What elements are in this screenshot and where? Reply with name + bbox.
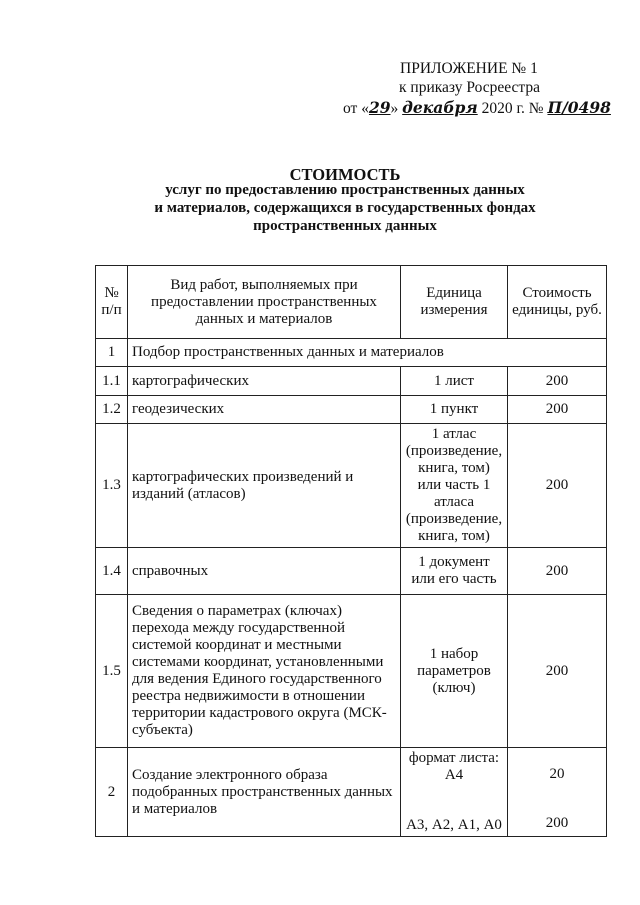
row-work: справочных (128, 548, 401, 595)
date-prefix: от « (343, 100, 369, 117)
table-row (96, 595, 607, 748)
row-unit-cell (401, 748, 508, 837)
cost-a3-a0: 200 (545, 815, 569, 831)
subtitle-line-3: пространственных данных (253, 218, 437, 234)
handwritten-month: декабря (402, 98, 478, 117)
row-cost: 200 (508, 396, 607, 424)
section-label: Подбор пространственных данных и материалов (128, 339, 607, 367)
header-cost: Стоимость единицы, руб. (508, 266, 607, 339)
row-work: картографических произведений и изданий (атласов) (128, 424, 401, 548)
unit-a3-a0: А3, А2, А1, А0 (406, 817, 502, 833)
row-work: картографических (128, 367, 401, 396)
row-work: геодезических (128, 396, 401, 424)
date-mid: » (390, 100, 399, 117)
row-num: 1.3 (96, 424, 128, 548)
document-subtitle (120, 181, 570, 235)
table-row-electronic-copy (96, 748, 607, 837)
handwritten-order-number: П/0498 (547, 98, 611, 117)
order-reference: к приказу Росреестра (399, 79, 540, 96)
row-num: 1.4 (96, 548, 128, 595)
table-header-row (96, 266, 607, 339)
row-num: 1.5 (96, 595, 128, 748)
row-num: 2 (96, 748, 128, 837)
subtitle-line-2: и материалов, содержащихся в государственных фондах (154, 200, 536, 216)
header-unit: Единица измерения (401, 266, 508, 339)
table-row (96, 548, 607, 595)
table-row (96, 396, 607, 424)
price-table (95, 265, 607, 837)
row-num: 1.2 (96, 396, 128, 424)
header-num: № п/п (96, 266, 128, 339)
row-cost: 200 (508, 595, 607, 748)
row-unit: 1 атлас (произведение, книга, том) или часть 1 атласа (произведение, книга, том) (401, 424, 508, 548)
cost-a4: 20 (549, 766, 565, 782)
unit-a4: формат листа: А4 (408, 750, 500, 783)
appendix-title: ПРИЛОЖЕНИЕ № 1 (400, 60, 538, 77)
section-row (96, 339, 607, 367)
handwritten-day: 29 (368, 98, 391, 117)
row-cost: 200 (508, 367, 607, 396)
document-title: СТОИМОСТЬ (289, 165, 401, 184)
subtitle-line-1: услуг по предоставлению пространственных данных (165, 182, 525, 198)
row-unit: 1 лист (401, 367, 508, 396)
header-work: Вид работ, выполняемых при предоставлении пространственных данных и материалов (128, 266, 401, 339)
row-unit: 1 набор параметров (ключ) (401, 595, 508, 748)
row-cost-cell (508, 748, 607, 837)
row-unit: 1 пункт (401, 396, 508, 424)
row-cost: 200 (508, 424, 607, 548)
table-row (96, 367, 607, 396)
row-num: 1.1 (96, 367, 128, 396)
row-work: Создание электронного образа подобранных пространственных данных и материалов (128, 748, 401, 837)
year-text: 2020 г. № (481, 100, 544, 117)
row-unit: 1 документ или его часть (401, 548, 508, 595)
row-work: Сведения о параметрах (ключах) перехода между государственной системой координат и местными системами координат, установленными для ведения Единого государственного реестра недвижимости в отношении территории кадастрового округа (МСК-субъекта) (128, 595, 401, 748)
order-date-line (343, 98, 611, 118)
section-num: 1 (96, 339, 128, 367)
row-cost: 200 (508, 548, 607, 595)
table-row (96, 424, 607, 548)
